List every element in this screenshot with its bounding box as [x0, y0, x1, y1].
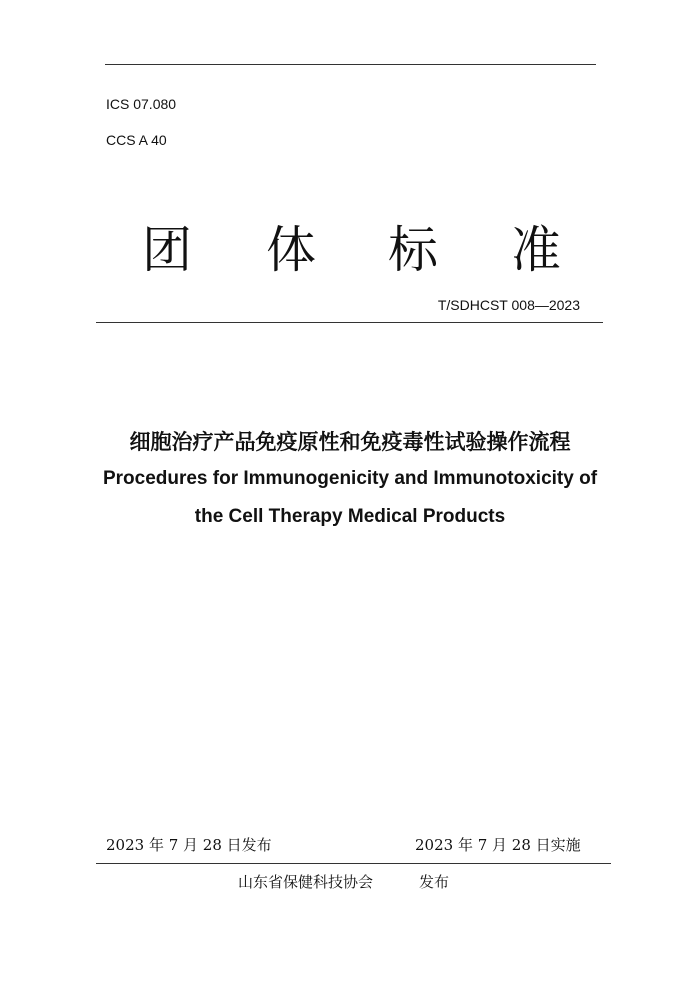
- standard-number: T/SDHCST 008—2023: [437, 297, 580, 313]
- document-type-char: 准: [511, 221, 561, 279]
- publisher-action: 发布: [419, 873, 450, 891]
- implementation-date: 2023 年 7 月 28 日实施: [415, 836, 581, 854]
- ics-code: ICS 07.080: [106, 96, 177, 112]
- publication-date: 2023 年 7 月 28 日发布: [106, 836, 272, 854]
- title-english-line-1: Procedures for Immunogenicity and Immunotoxicity of: [102, 468, 598, 489]
- document-type-char: 标: [388, 221, 438, 279]
- footer-divider: [96, 863, 611, 864]
- publisher-name: 山东省保健科技协会: [238, 873, 374, 891]
- title-english-line-2: the Cell Therapy Medical Products: [194, 506, 506, 527]
- document-type-heading: [0, 222, 700, 282]
- publisher-line: [238, 873, 449, 891]
- top-divider: [105, 64, 596, 65]
- document-type-char: 团: [142, 221, 192, 279]
- document-type-char: 体: [266, 221, 316, 279]
- ccs-code: CCS A 40: [106, 132, 167, 148]
- header-divider: [96, 322, 603, 323]
- title-chinese: 细胞治疗产品免疫原性和免疫毒性试验操作流程: [129, 430, 571, 454]
